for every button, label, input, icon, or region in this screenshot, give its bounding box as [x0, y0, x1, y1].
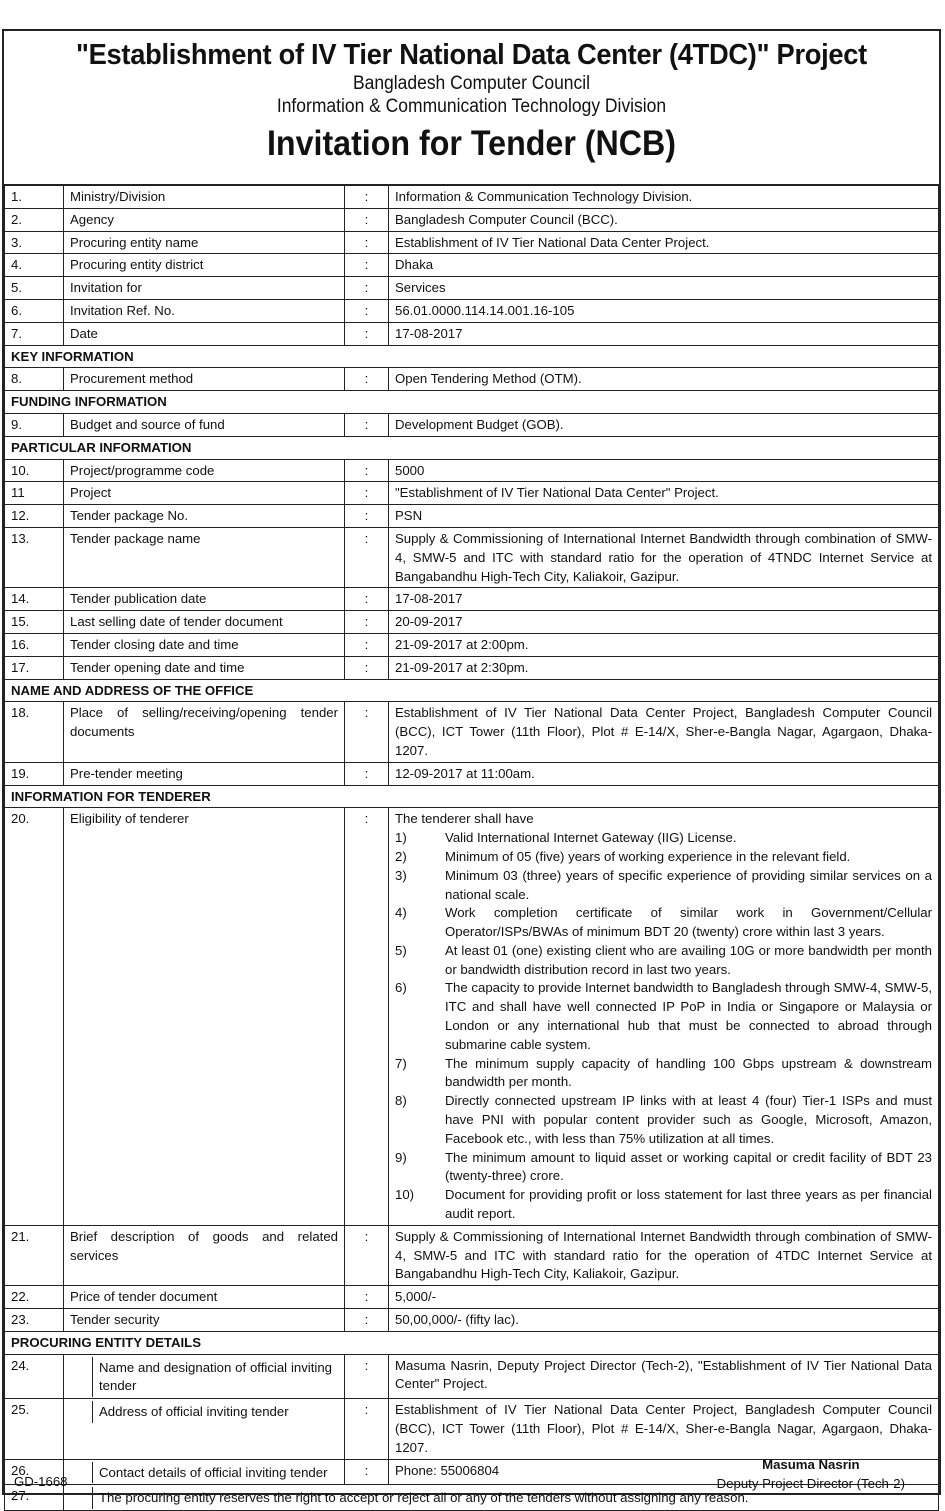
section-heading: PARTICULAR INFORMATION: [5, 436, 939, 459]
row-label: Pre-tender meeting: [64, 762, 345, 785]
row-value: 5000: [389, 459, 939, 482]
colon: :: [345, 254, 389, 277]
section-heading: NAME AND ADDRESS OF THE OFFICE: [5, 679, 939, 702]
row-value: Information & Communication Technology Division.: [389, 186, 939, 209]
table-row: [5, 588, 939, 611]
row-value: Phone: 55006804: [389, 1459, 939, 1485]
table-row: [5, 702, 939, 762]
colon: :: [345, 762, 389, 785]
table-row: [5, 322, 939, 345]
section-row: [5, 436, 939, 459]
division-name: Information & Communication Technology Division: [276, 96, 667, 117]
criterion: [395, 1092, 932, 1148]
colon: :: [345, 368, 389, 391]
row-label: Tender package name: [64, 527, 345, 587]
row-value: Establishment of IV Tier National Data Center Project, Bangladesh Computer Council (BCC), ICT Tower (11th Floor), Plot # E-14/X, Sher-e-Bangla Nagar, Agargaon, Dhaka-1207.: [389, 702, 939, 762]
table-row: [5, 368, 939, 391]
colon: :: [345, 527, 389, 587]
criterion: [395, 904, 932, 942]
row-number: 5.: [5, 277, 64, 300]
colon: :: [345, 656, 389, 679]
criterion-number: 2): [395, 848, 407, 864]
signature-block: [717, 1455, 905, 1493]
row-number: 2.: [5, 208, 64, 231]
row-number: 8.: [5, 368, 64, 391]
criterion-number: 1): [395, 830, 407, 846]
signatory-name: Masuma Nasrin: [762, 1457, 860, 1472]
row-value: Bangladesh Computer Council (BCC).: [389, 208, 939, 231]
notice-title: Invitation for Tender (NCB): [266, 124, 677, 163]
section-heading: FUNDING INFORMATION: [5, 391, 939, 414]
colon: :: [345, 208, 389, 231]
row-label-cell: [64, 1354, 345, 1399]
table-row: [5, 1225, 939, 1285]
row-number: 9.: [5, 413, 64, 436]
criterion-text: Document for providing profit or loss statement for last three years as per financial audit report.: [445, 1187, 932, 1222]
row-number: 23.: [5, 1309, 64, 1332]
table-row: [5, 459, 939, 482]
colon: :: [345, 1286, 389, 1309]
colon: :: [345, 702, 389, 762]
criterion-number: 10): [395, 1187, 415, 1203]
table-row: [5, 413, 939, 436]
colon: :: [345, 588, 389, 611]
criterion-number: 5): [395, 942, 407, 958]
eligibility-criteria: [389, 808, 939, 1226]
row-label: Procuring entity name: [64, 231, 345, 254]
row-statement: The procuring entity reserves the right to accept or reject all or any of the tenders without assigning any reason.: [99, 1490, 749, 1506]
row-number: 19.: [5, 762, 64, 785]
table-row: [5, 527, 939, 587]
row-label: Place of selling/receiving/opening tender documents: [64, 702, 345, 762]
row-label: Procurement method: [64, 368, 345, 391]
criterion: [395, 942, 932, 980]
table-row: [5, 277, 939, 300]
row-value: Open Tendering Method (OTM).: [389, 368, 939, 391]
row-label: Tender closing date and time: [64, 633, 345, 656]
row-number: 27.: [5, 1485, 64, 1511]
row-value: Development Budget (GOB).: [389, 413, 939, 436]
section-row: [5, 679, 939, 702]
notice-footer: [4, 1455, 939, 1493]
section-row: [5, 391, 939, 414]
table-row: [5, 254, 939, 277]
row-label: Price of tender document: [64, 1286, 345, 1309]
row-value: 5,000/-: [389, 1286, 939, 1309]
criterion: [395, 979, 932, 1054]
row-label: Last selling date of tender document: [64, 611, 345, 634]
criterion-text: The minimum supply capacity of handling 100 Gbps upstream & downstream bandwidth per month.: [445, 1055, 932, 1090]
row-number: 15.: [5, 611, 64, 634]
row-label: Brief description of goods and related services: [64, 1225, 345, 1285]
row-number: 17.: [5, 656, 64, 679]
row-number: 16.: [5, 633, 64, 656]
signatory-title: Deputy Project Director (Tech-2): [716, 1476, 905, 1491]
row-value: "Establishment of IV Tier National Data Center" Project.: [389, 482, 939, 505]
row-label: Tender package No.: [64, 505, 345, 528]
row-label: Invitation Ref. No.: [64, 299, 345, 322]
row-number: 20.: [5, 808, 64, 1226]
section-heading: INFORMATION FOR TENDERER: [5, 785, 939, 808]
row-number: 24.: [5, 1354, 64, 1399]
row-label: Invitation for: [64, 277, 345, 300]
row-label: Contact details of official inviting tender: [99, 1464, 328, 1480]
row-label: Eligibility of tenderer: [64, 808, 345, 1226]
tender-details-table: [4, 185, 939, 1511]
row-label: Name and designation of official inviting tender: [99, 1359, 332, 1394]
row-number: 6.: [5, 299, 64, 322]
section-heading: KEY INFORMATION: [5, 345, 939, 368]
colon: :: [345, 1225, 389, 1285]
colon: :: [345, 633, 389, 656]
section-row: [5, 345, 939, 368]
section-heading: PROCURING ENTITY DETAILS: [5, 1331, 939, 1354]
table-row: [5, 208, 939, 231]
criterion-text: Work completion certificate of similar work in Government/Cellular Operator/ISPs/BWAs of minimum BDT 20 (twenty) crore within last 3 years.: [445, 905, 932, 940]
row-number: 21.: [5, 1225, 64, 1285]
table-row: [5, 505, 939, 528]
table-row: [5, 633, 939, 656]
colon: :: [345, 505, 389, 528]
criterion-number: 3): [395, 867, 407, 883]
criterion-number: 7): [395, 1055, 407, 1071]
org-name: Bangladesh Computer Council: [352, 73, 591, 94]
colon: :: [345, 413, 389, 436]
section-row: [5, 785, 939, 808]
row-number: 7.: [5, 322, 64, 345]
table-row: [5, 656, 939, 679]
notice-header: [4, 31, 939, 185]
colon: :: [345, 1399, 389, 1459]
row-number: 11: [5, 482, 64, 505]
row-value: 17-08-2017: [389, 322, 939, 345]
table-row: [5, 299, 939, 322]
table-row: [5, 611, 939, 634]
row-value: 12-09-2017 at 11:00am.: [389, 762, 939, 785]
row-number: 25.: [5, 1399, 64, 1459]
row-label: Tender opening date and time: [64, 656, 345, 679]
criterion-text: At least 01 (one) existing client who are availing 10G or more bandwidth per month or bandwidth distribution record in last two years.: [445, 942, 932, 977]
colon: :: [345, 1309, 389, 1332]
criterion: [395, 1149, 932, 1187]
row-number: 3.: [5, 231, 64, 254]
table-row: [5, 186, 939, 209]
criterion: [395, 1186, 932, 1224]
row-number: 10.: [5, 459, 64, 482]
row-number: 14.: [5, 588, 64, 611]
criterion-text: Directly connected upstream IP links with at least 4 (four) Tier-1 ISPs and must have PNI with popular content provider such as Google, Microsoft, Amazon, Facebook etc., with less than 75% utilization at all times.: [445, 1093, 932, 1146]
colon: :: [345, 482, 389, 505]
row-value: Supply & Commissioning of International Internet Bandwidth through combination of SMW-4, SMW-5 and ITC with standard ratio for the operation of 4TDC Internet Service at Bangabandhu High-Tech City, Kaliakoir, Gazipur.: [389, 1225, 939, 1285]
row-number: 22.: [5, 1286, 64, 1309]
row-number: 1.: [5, 186, 64, 209]
row-label: Tender publication date: [64, 588, 345, 611]
row-value: Services: [389, 277, 939, 300]
row-value: Supply & Commissioning of International Internet Bandwidth through combination of SMW-4, SMW-5 and ITC with standard ratio for the operation of 4TNDC Internet Service at Bangabandhu High-Tech City, Kaliakoir, Gazipur.: [389, 527, 939, 587]
colon: :: [345, 322, 389, 345]
colon: :: [345, 277, 389, 300]
colon: :: [345, 1459, 389, 1485]
row-number: 26.: [5, 1459, 64, 1485]
table-row: [5, 1286, 939, 1309]
section-row: [5, 1331, 939, 1354]
row-number: 18.: [5, 702, 64, 762]
row-number: 12.: [5, 505, 64, 528]
row-value: 56.01.0000.114.14.001.16-105: [389, 299, 939, 322]
table-row: [5, 762, 939, 785]
table-row: [5, 231, 939, 254]
criterion-number: 4): [395, 905, 407, 921]
row-value: PSN: [389, 505, 939, 528]
gd-code: GD-1668: [14, 1474, 68, 1489]
row-label: Date: [64, 322, 345, 345]
criterion-text: Valid International Internet Gateway (IIG) License.: [445, 830, 737, 846]
row-value: Dhaka: [389, 254, 939, 277]
row-number: 13.: [5, 527, 64, 587]
colon: :: [345, 1354, 389, 1399]
eligibility-lead: The tenderer shall have: [395, 811, 534, 827]
row-value: 17-08-2017: [389, 588, 939, 611]
row-value: Establishment of IV Tier National Data Center Project.: [389, 231, 939, 254]
tender-notice: [2, 29, 941, 1506]
table-row: [5, 482, 939, 505]
row-number: 4.: [5, 254, 64, 277]
table-row: [5, 1399, 939, 1459]
row-label: Procuring entity district: [64, 254, 345, 277]
colon: :: [345, 459, 389, 482]
table-row: [5, 1309, 939, 1332]
row-value: Masuma Nasrin, Deputy Project Director (Tech-2), "Establishment of IV Tier National Data Center" Project.: [389, 1354, 939, 1399]
row-label: Tender security: [64, 1309, 345, 1332]
criterion: [395, 829, 932, 848]
colon: :: [345, 186, 389, 209]
colon: :: [345, 808, 389, 1226]
criterion-text: Minimum 03 (three) years of specific experience of providing similar services on a national scale.: [445, 867, 932, 902]
row-value: 21-09-2017 at 2:00pm.: [389, 633, 939, 656]
row-label: Budget and source of fund: [64, 413, 345, 436]
row-label: Address of official inviting tender: [99, 1404, 289, 1420]
row-value: 50,00,000/- (fifty lac).: [389, 1309, 939, 1332]
table-row: [5, 808, 939, 1226]
row-label: Agency: [64, 208, 345, 231]
row-label: Ministry/Division: [64, 186, 345, 209]
colon: :: [345, 231, 389, 254]
row-label-cell: [64, 1399, 345, 1459]
table-row: [5, 1354, 939, 1399]
criterion-text: Minimum of 05 (five) years of working experience in the relevant field.: [445, 848, 851, 864]
criterion-number: 6): [395, 980, 407, 996]
row-label: Project: [64, 482, 345, 505]
row-value: 21-09-2017 at 2:30pm.: [389, 656, 939, 679]
criterion-number: 8): [395, 1093, 407, 1109]
row-value: Establishment of IV Tier National Data Center Project, Bangladesh Computer Council (BCC), ICT Tower (11th Floor), Plot # E-14/X, Sher-e-Bangla Nagar, Agargaon, Dhaka-1207.: [389, 1399, 939, 1459]
row-label: Project/programme code: [64, 459, 345, 482]
criterion-number: 9): [395, 1149, 407, 1165]
criterion: [395, 1055, 932, 1093]
criterion-text: The capacity to provide Internet bandwidth to Bangladesh through SMW-4, SMW-5, ITC and shall have well connected IP PoP in India or Singapore or Malaysia or London or any international hub that must be connected to abroad through submarine cable system.: [445, 980, 932, 1052]
colon: :: [345, 299, 389, 322]
project-title: "Establishment of IV Tier National Data Center (4TDC)" Project: [75, 39, 867, 71]
criterion-text: The minimum amount to liquid asset or working capital or credit facility of BDT 23 (twenty-three) crore.: [445, 1149, 932, 1184]
criterion: [395, 867, 932, 905]
colon: :: [345, 611, 389, 634]
criterion: [395, 848, 932, 867]
row-value: 20-09-2017: [389, 611, 939, 634]
